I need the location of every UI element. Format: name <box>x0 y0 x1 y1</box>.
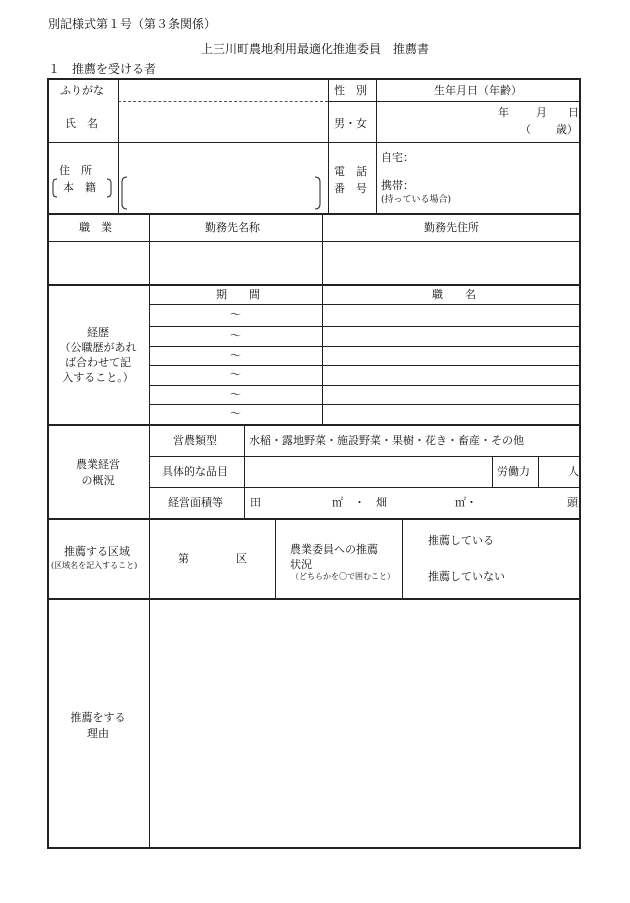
district-suffix: 区 <box>236 552 247 565</box>
gender-label: 性 別 <box>334 84 367 97</box>
line <box>492 456 493 487</box>
employer-name-label: 勤務先名称 <box>205 221 260 234</box>
line <box>149 487 581 488</box>
reason-label <box>48 710 148 742</box>
sqm-label: ㎡・ <box>455 496 477 509</box>
reason-label-line: 理由 <box>87 727 109 740</box>
line <box>149 214 150 598</box>
line <box>328 79 329 213</box>
district-prefix: 第 <box>178 552 189 565</box>
line <box>47 142 581 143</box>
occupation-label: 職 業 <box>79 221 112 234</box>
career-label-line: 入すること。） <box>62 371 134 384</box>
line <box>149 385 581 386</box>
labor-unit: 人 <box>568 465 579 478</box>
form-title: 上三川町農地利用最適化推進委員 推薦書 <box>201 42 430 56</box>
address-label: 住 所 <box>59 164 92 177</box>
line <box>47 598 581 600</box>
head-unit: 頭 <box>567 496 578 509</box>
position-header: 職 名 <box>432 288 476 301</box>
recommend-area-label: 推薦する区域 <box>64 545 130 558</box>
line <box>322 214 323 424</box>
career-label-line: 経歴 <box>87 326 109 339</box>
farm-label-line: 農業経営 <box>76 458 120 471</box>
farm-label-line: の概況 <box>81 474 115 487</box>
line <box>275 519 276 598</box>
labor-label: 労働力 <box>497 465 530 478</box>
option-recommending[interactable]: 推薦している <box>428 534 494 547</box>
farm-type-options[interactable]: 水稲・露地野菜・施設野菜・果樹・花き・畜産・その他 <box>249 434 524 447</box>
career-period[interactable]: 〜 <box>230 407 241 420</box>
area-label: 経営面積等 <box>168 496 223 509</box>
committee-label-2: 状況 <box>290 558 312 571</box>
line <box>47 213 581 215</box>
line <box>149 304 581 305</box>
reason-input[interactable] <box>156 606 574 842</box>
year-label: 年 <box>498 106 509 119</box>
domicile-bracket <box>51 178 113 198</box>
line <box>244 425 245 518</box>
farm-type-label: 営農類型 <box>173 434 217 447</box>
career-period[interactable]: 〜 <box>230 308 241 321</box>
furigana-label: ふりがな <box>60 84 104 97</box>
farm-label <box>48 457 148 489</box>
career-period[interactable]: 〜 <box>230 329 241 342</box>
month-label: 月 <box>536 106 547 119</box>
career-period[interactable]: 〜 <box>230 388 241 401</box>
option-not-recommending[interactable]: 推薦していない <box>428 570 505 583</box>
home-phone-label: 自宅： <box>381 151 414 164</box>
line <box>149 599 150 848</box>
age-open: （ <box>520 123 531 136</box>
rice-field-label: 田 <box>250 496 261 509</box>
form-number: 別記様式第１号（第３条関係） <box>48 17 217 31</box>
line <box>149 365 581 366</box>
mobile-phone-label: 携帯： <box>381 179 414 192</box>
line <box>538 456 539 487</box>
line <box>149 404 581 405</box>
line <box>376 79 377 213</box>
name-label: 氏 名 <box>65 117 98 130</box>
career-period[interactable]: 〜 <box>230 349 241 362</box>
day-label: 日 <box>568 106 579 119</box>
gender-options[interactable]: 男・女 <box>334 117 367 130</box>
line <box>402 519 403 598</box>
line <box>47 284 581 286</box>
line <box>47 424 581 426</box>
phone-label-2: 番 号 <box>334 182 367 195</box>
items-label: 具体的な品目 <box>162 465 228 478</box>
career-period[interactable]: 〜 <box>230 368 241 381</box>
committee-note: （どちらかを〇で囲むこと） <box>291 572 395 581</box>
domicile-label: 本 籍 <box>63 181 96 194</box>
period-header: 期 間 <box>216 288 260 301</box>
age-close: 歳） <box>556 123 578 136</box>
line <box>47 241 581 242</box>
line <box>329 101 581 102</box>
line <box>118 79 119 213</box>
line <box>149 456 581 457</box>
domicile-input[interactable] <box>120 176 322 210</box>
sqm-upland-label: ㎡ ・ 畑 <box>332 496 387 509</box>
recommend-area-note: (区域名を記入すること) <box>51 561 138 570</box>
phone-label-1: 電 話 <box>334 165 367 178</box>
birth-label: 生年月日（年齢） <box>434 84 522 97</box>
furigana-divider <box>118 101 328 102</box>
reason-label-line: 推薦をする <box>70 711 126 724</box>
line <box>149 346 581 347</box>
career-label-line: （公職歴があれ <box>59 341 137 354</box>
career-label <box>48 325 148 385</box>
section-heading: １ 推薦を受ける者 <box>48 62 157 76</box>
committee-label-1: 農業委員への推薦 <box>290 543 378 556</box>
line <box>149 326 581 327</box>
career-label-line: ば合わせて記 <box>65 356 131 369</box>
employer-address-label: 勤務先住所 <box>424 221 479 234</box>
mobile-note: (持っている場合) <box>381 195 452 205</box>
line <box>47 518 581 520</box>
